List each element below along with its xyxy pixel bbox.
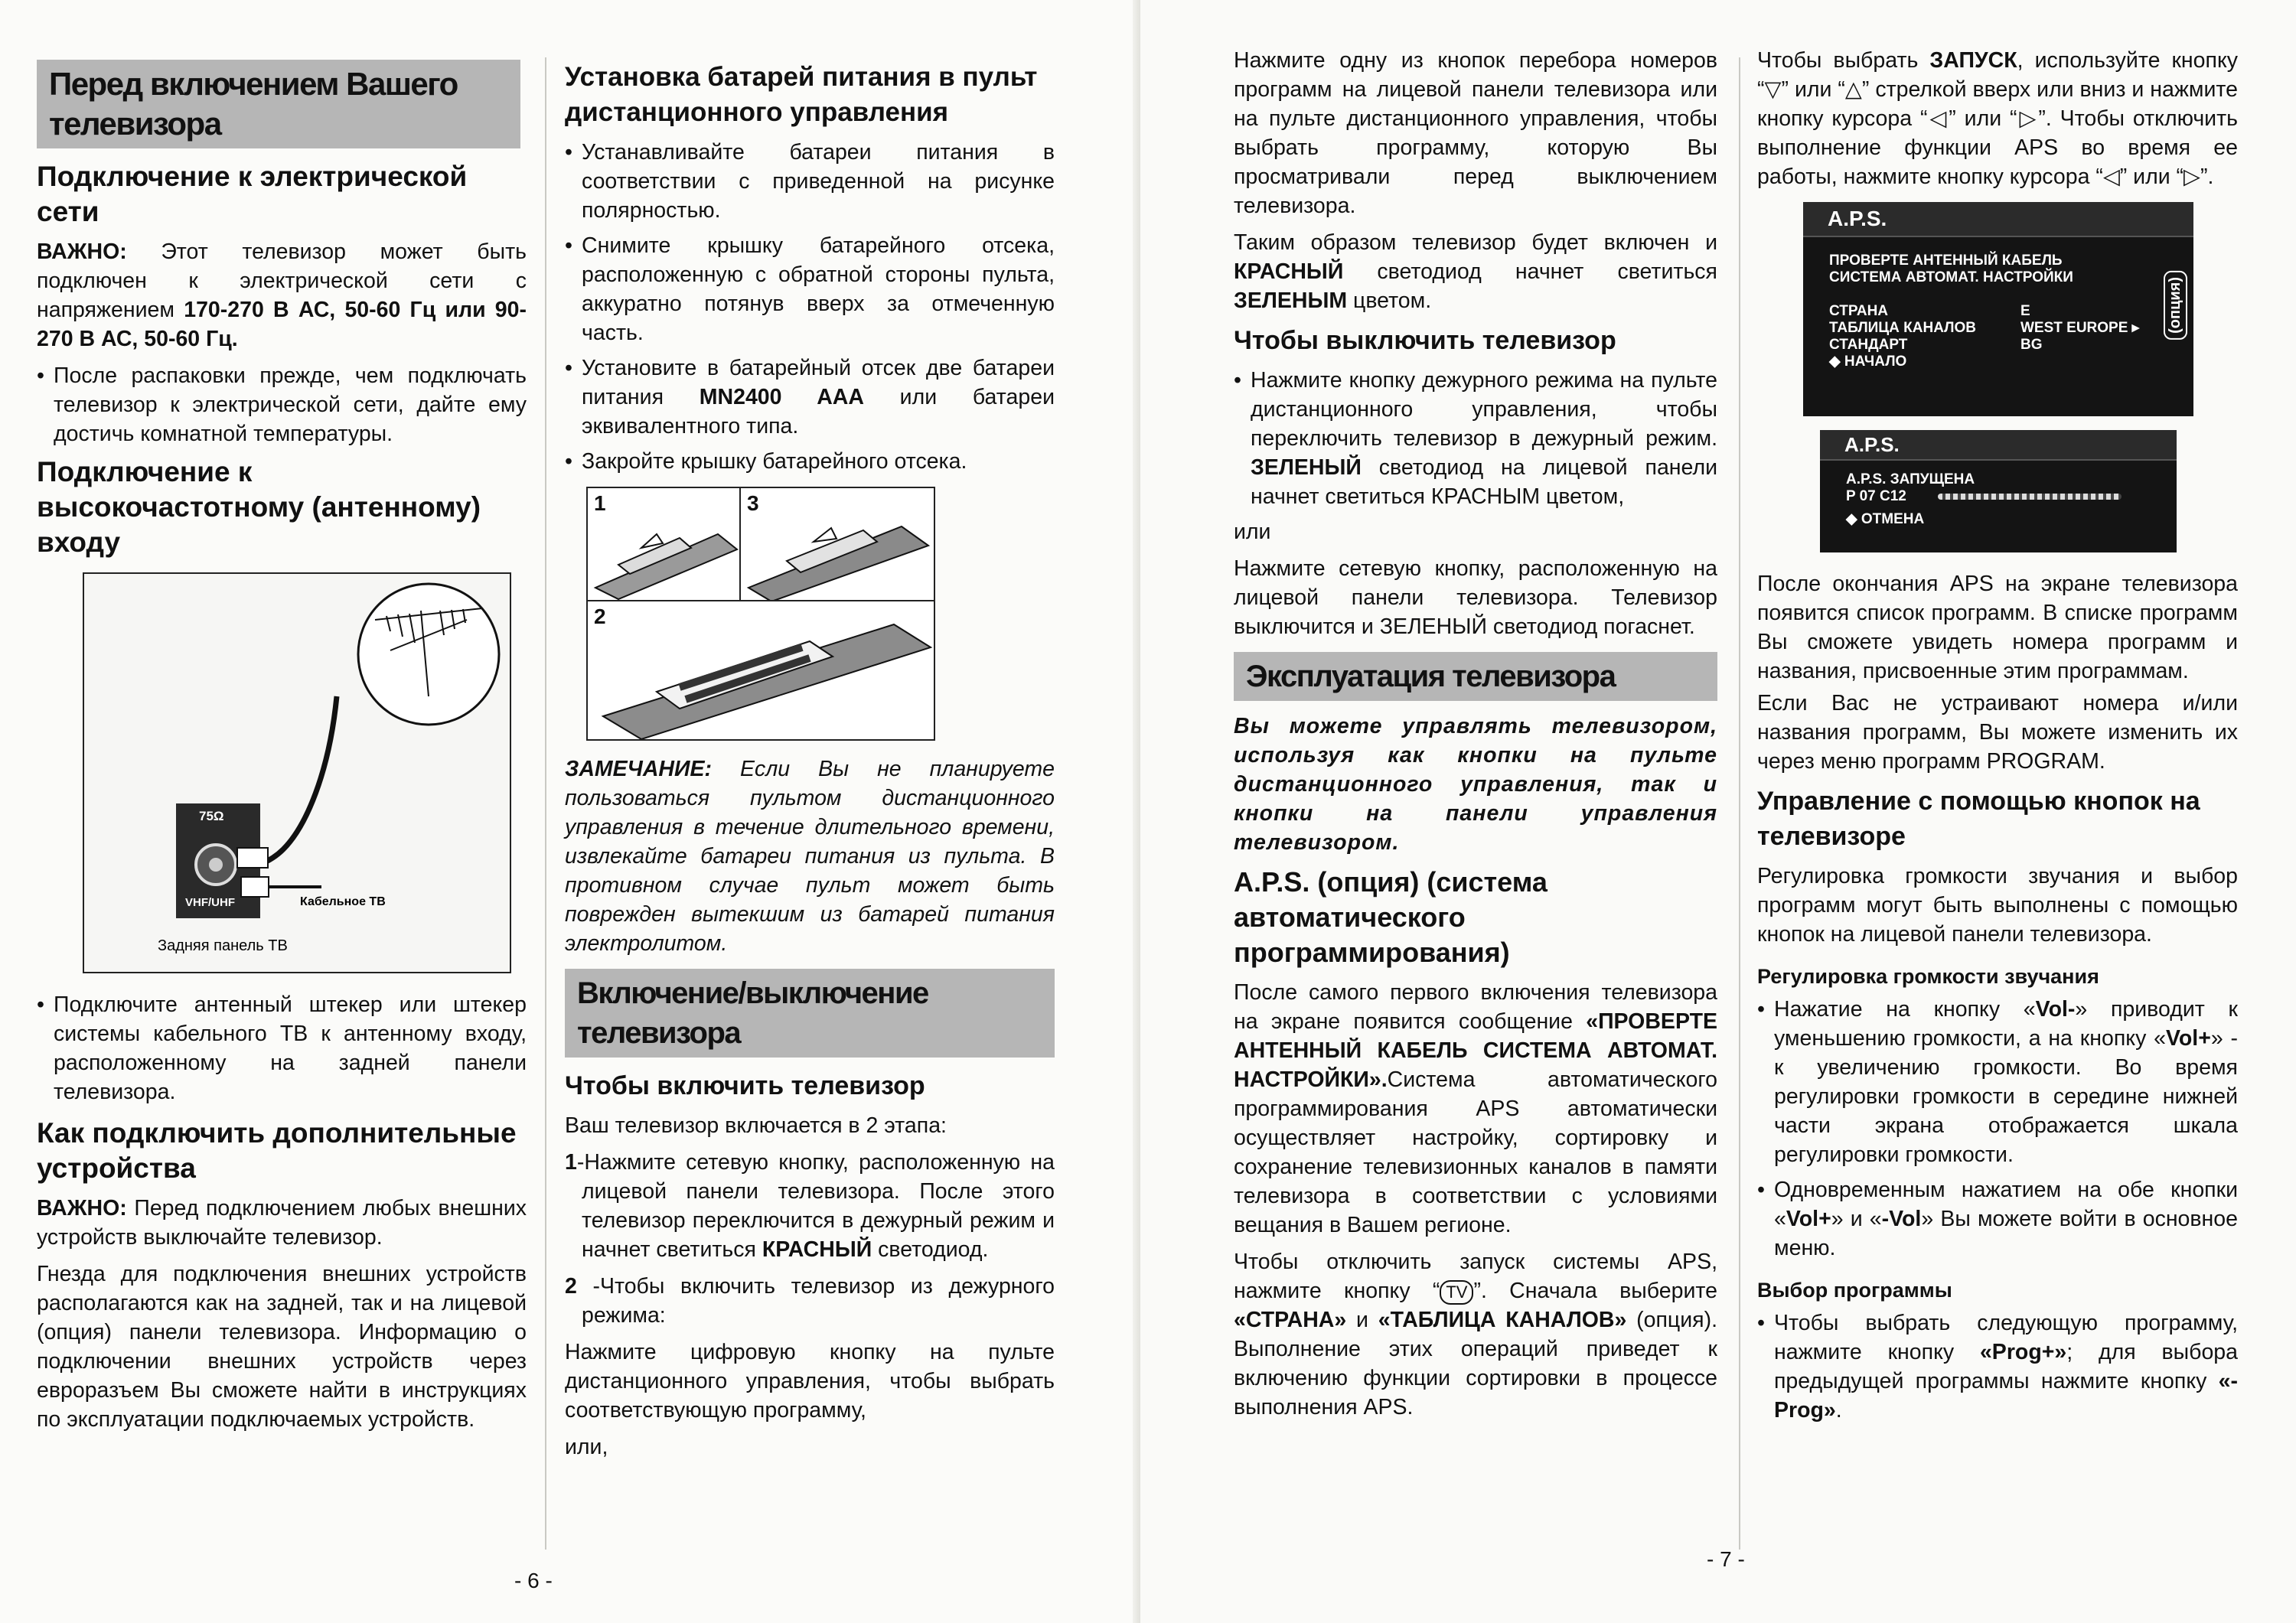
option-tag: (опция) [2164, 271, 2187, 340]
menu-value: WEST EUROPE [2020, 320, 2128, 336]
text: » - к увеличению громкости. Во время регулировки громкости в середине нижней части экрана отображается шкала регулировки громкости. [1774, 1026, 2238, 1167]
menu-label: НАЧАЛО [1844, 354, 1907, 370]
cable-tv-label: Кабельное ТВ [300, 895, 386, 908]
page-number-6: - 6 - [514, 1569, 553, 1592]
menu-label: ТАБЛИЦА КАНАЛОВ [1829, 320, 1977, 336]
menu-row-channel-table[interactable] [1803, 320, 2193, 337]
voltage-spec: 170-270 В АС, 50-60 Гц или 90-270 В АС, 50-60 Гц. [37, 298, 527, 351]
program-channel: P 07 C12 [1846, 488, 1906, 504]
aps-message: «ПРОВЕРТЕ АНТЕННЫЙ КАБЕЛЬ СИСТЕМА АВТОМАТ. НАСТРОЙКИ». [1234, 1009, 1717, 1092]
bullet-insert-batteries: • Установите в батарейный отсек две батареи питания MN2400 AAA или батареи эквивалентного типа. [565, 356, 1055, 438]
ohm-label: 75Ω [199, 809, 224, 823]
battery-step-3 [739, 487, 935, 603]
battery-step-1 [586, 487, 742, 603]
paragraph-devices-important [37, 1194, 527, 1252]
text: ”. Сначала выберите [1473, 1279, 1717, 1303]
bullet-close-cover: • Закройте крышку батарейного отсека. [565, 449, 967, 474]
bullet-text-end: или батареи эквивалентного типа. [582, 385, 1055, 438]
text: Чтобы выбрать [1757, 48, 1930, 73]
text: Система автоматического программирования APS автоматически осуществляет настройку, сортировку и сохранение телевизионных каналов в памяти телевизора в соответствии с условиями вещания в Вашем регионе. [1234, 1067, 1717, 1237]
bullet-text: Снимите крышку батарейного отсека, расположенную с обратной стороны пульта, аккуратно потянув вверх за отмеченную часть. [582, 233, 1055, 345]
text: Таким образом телевизор будет включен и [1234, 230, 1717, 255]
page-number-7: - 7 - [1707, 1547, 1745, 1571]
bullet-volume-adjust: • Нажатие на кнопку «Vol-» приводит к уменьшению громкости, а на кнопку «Vol+» - к увеличению громкости. Во время регулировки громкости в середине нижней части экрана отображается шкала регулировки громкости. [1757, 997, 2238, 1167]
column-divider [545, 57, 546, 1550]
paragraph-program-menu: Если Вас не устраивают номера и/или названия программ, Вы можете изменить их через меню программ PROGRAM. [1757, 691, 2238, 774]
bullet-text: Установите в батарейный отсек две батареи питания [582, 356, 1055, 409]
heading-power-connection: Подключение к электрической сети [37, 161, 468, 227]
heading-volume: Регулировка громкости звучания [1757, 965, 2099, 988]
note-text: Если Вы не планируете пользоваться пультом дистанционного управления в течение длительного времени, извлекайте батареи питания из пульта. В противном случае пульт может быть поврежден вытекшим из батарей питания электролитом. [565, 757, 1055, 956]
text-or: или, [565, 1435, 608, 1459]
text: светодиод начнет светиться [1343, 259, 1717, 284]
aps-running-label: A.P.S. ЗАПУЩЕНА [1846, 471, 1975, 487]
right-column-2 [1757, 46, 2238, 1431]
bullet-battery-polarity: • Устанавливайте батареи питания в соответствии с приведенной на рисунке полярностью. [565, 140, 1055, 223]
menu-value: E [2020, 303, 2030, 319]
antenna-diagram [84, 574, 510, 972]
menu-label: СТРАНА [1829, 303, 1889, 319]
section-banner-operation: Эксплуатация телевизора [1234, 652, 1717, 701]
bullet-program-select: • Чтобы выбрать следующую программу, нажмите кнопку «Prog+»; для выбора предыдущей программы нажмите кнопку «-Prog». [1757, 1311, 2238, 1423]
battery-type: MN2400 AAA [699, 385, 864, 409]
paragraph-power-important [37, 237, 527, 354]
cancel-label: ОТМЕНА [1861, 511, 1925, 527]
step-label-3: 3 [747, 491, 759, 515]
led-green: ЗЕЛЕНЫЙ [1251, 455, 1362, 480]
menu-row-start[interactable] [1803, 354, 2193, 370]
bullet-remove-cover: • Снимите крышку батарейного отсека, расположенную с обратной стороны пульта, аккуратно потянув вверх за отмеченную часть. [565, 233, 1055, 345]
aps-check-line-1: ПРОВЕРТЕ АНТЕННЫЙ КАБЕЛЬ [1829, 253, 2063, 269]
section-banner-before-switch-on: Перед включением Вашего телевизора [37, 60, 520, 148]
aps-running-title: A.P.S. [1820, 430, 2177, 461]
text: » Вы можете войти в основное меню. [1774, 1207, 2238, 1260]
paragraph-devices-sockets: Гнезда для подключения внешних устройств располагаются как на задней, так и на лицевой (опция) панели телевизора. Информацию о подключении внешних устройств через евроразъем Вы сможете найти в инструкциях по эксплуатации подключаемых устройств. [37, 1262, 527, 1432]
menu-row-standard[interactable] [1803, 337, 2193, 354]
bullet-standby: • Нажмите кнопку дежурного режима на пульте дистанционного управления, чтобы переключить телевизор в дежурный режим. ЗЕЛЕНЫЙ светодиод на лицевой панели начнет светиться КРАСНЫМ цветом, [1234, 368, 1717, 509]
step-text-end: светодиод. [872, 1237, 989, 1262]
step-label-1: 1 [594, 491, 606, 515]
prog-plus-key: «Prog+» [1979, 1340, 2067, 1364]
important-text: Этот телевизор может быть подключен к электрической сети с напряжением [37, 240, 527, 322]
bullet-connect-antenna: • Подключите антенный штекер или штекер системы кабельного ТВ к антенному входу, расположенному на задней панели телевизора. [37, 992, 527, 1104]
important-label: ВАЖНО: [37, 1196, 127, 1221]
paragraph-on-intro: Ваш телевизор включается в 2 этапа: [565, 1113, 947, 1138]
cursor-arrow-icon: ◆ [1846, 511, 1861, 527]
text: Одновременным нажатием на обе кнопки « [1774, 1178, 2238, 1231]
led-red: КРАСНЫЙ [1234, 259, 1344, 284]
tv-key-icon: TV [1440, 1280, 1473, 1305]
page-right [1140, 0, 2296, 1623]
vol-minus-key: -Vol [1881, 1207, 1922, 1231]
arrow-right-icon: ▸ [2128, 320, 2140, 336]
heading-battery-install: Установка батарей питания в пульт дистанционного управления [565, 62, 1038, 127]
heading-program-select: Выбор программы [1757, 1279, 1952, 1302]
heading-additional-devices: Как подключить дополнительные устройства [37, 1117, 517, 1184]
step-1 [565, 1148, 1055, 1264]
left-column-1 [37, 46, 527, 1442]
aps-menu-screen [1803, 202, 2193, 416]
text: » и « [1831, 1207, 1882, 1231]
bullet-room-temperature: • После распаковки прежде, чем подключать телевизор к электрической сети, дайте ему достичь комнатной температуры. [37, 363, 527, 446]
paragraph-power-off: Нажмите сетевую кнопку, расположенную на лицевой панели телевизора. Телевизор выключится и ЗЕЛЕНЫЙ светодиод погаснет. [1234, 556, 1717, 639]
aps-progress-bar [1938, 494, 2122, 500]
led-green: ЗЕЛЕНЫМ [1234, 288, 1348, 313]
prog-minus-key: «-Prog» [1774, 1369, 2238, 1423]
paragraph-led-green [1234, 228, 1717, 315]
heading-tv-buttons: Управление с помощью кнопок на телевизоре [1757, 787, 2200, 851]
text: и [1346, 1308, 1378, 1332]
bullet-main-menu: • Одновременным нажатием на обе кнопки «Vol+» и «-Vol» Вы можете войти в основное меню. [1757, 1178, 2238, 1260]
paragraph-digit-button: Нажмите цифровую кнопку на пульте дистанционного управления, чтобы выбрать соответствующую программу, [565, 1340, 1055, 1423]
page-left [0, 0, 1140, 1623]
heading-switch-off: Чтобы выключить телевизор [1234, 326, 1616, 355]
heading-switch-on: Чтобы включить телевизор [565, 1071, 925, 1100]
important-text: Перед подключением любых внешних устройств выключайте телевизор. [37, 1196, 527, 1250]
bullet-text: После распаковки прежде, чем подключать телевизор к электрической сети, дайте ему достичь комнатной температуры. [54, 363, 527, 446]
heading-antenna-input: Подключение к высокочастотному (антенному) входу [37, 456, 481, 558]
step-label-2: 2 [594, 605, 606, 628]
text: (опция). Выполнение этих операций приведет к включению функции сортировки в процессе выполнения APS. [1234, 1308, 1717, 1419]
text: После самого первого включения телевизора на экране появится сообщение [1234, 980, 1717, 1034]
text-or: или [1234, 520, 1271, 544]
paragraph-control-intro: Вы можете управлять телевизором, используя как кнопки на пульте дистанционного управления, так и кнопки на панели управления телевизором. [1234, 714, 1717, 855]
bullet-text: Закройте крышку батарейного отсека. [582, 449, 967, 474]
paragraph-aps-disable [1234, 1247, 1717, 1422]
text: Нажатие на кнопку « [1774, 997, 2036, 1022]
text: . [1835, 1398, 1842, 1423]
country-option: «СТРАНА» [1234, 1308, 1347, 1332]
rear-panel-label: Задняя панель ТВ [158, 937, 288, 954]
note-label: ЗАМЕЧАНИЕ: [565, 757, 712, 781]
section-banner-on-off: Включение/выключение телевизора [565, 969, 1055, 1058]
bullet-text: Устанавливайте батареи питания в соответствии с приведенной на рисунке полярностью. [582, 140, 1055, 223]
menu-row-country[interactable] [1803, 303, 2193, 320]
step-number: 2 [565, 1274, 577, 1299]
paragraph-program-list: После окончания APS на экране телевизора появится список программ. В списке программ Вы сможете увидеть номера программ и названия, присвоенные этим программам. [1757, 572, 2238, 683]
text: Нажмите кнопку дежурного режима на пульте дистанционного управления, чтобы переключить телевизор в дежурный режим. [1251, 368, 1717, 451]
cancel-button[interactable] [1820, 511, 2177, 528]
vhf-uhf-label: VHF/UHF [185, 896, 235, 909]
vol-plus-key: Vol+ [1786, 1207, 1831, 1231]
text: , используйте кнопку “▽” или “△” стрелкой вверх или вниз и нажмите кнопку курсора “◁” или “▷”. Чтобы отключить выполнение функции APS во время ее работы, нажмите кнопку курсора “◁” или “▷”. [1757, 48, 2238, 189]
led-red: КРАСНЫЙ [762, 1237, 872, 1262]
step-number: 1 [565, 1150, 577, 1175]
bullet-text: Подключите антенный штекер или штекер системы кабельного ТВ к антенному входу, расположенному на задней панели телевизора. [54, 992, 527, 1104]
aps-progress-row [1820, 488, 2177, 505]
text: ; для выбора предыдущей программы нажмите кнопку [1774, 1340, 2238, 1393]
right-column-1 [1234, 46, 1717, 1429]
paragraph-prog-buttons: Нажмите одну из кнопок перебора номеров программ на лицевой панели телевизора или на пульте дистанционного управления, чтобы выбрать программу, которую Вы просматривали перед выключением телевизора. [1234, 48, 1717, 218]
aps-menu-title: A.P.S. [1803, 202, 2193, 237]
text: светодиод на лицевой панели начнет светиться КРАСНЫМ цветом, [1251, 455, 1717, 509]
channel-table-option: «ТАБЛИЦА КАНАЛОВ» [1378, 1308, 1627, 1332]
important-label: ВАЖНО: [37, 240, 127, 264]
step-2 [565, 1272, 1055, 1330]
column-divider [1739, 57, 1740, 1550]
paragraph-select-start [1757, 46, 2238, 191]
paragraph-tv-buttons: Регулировка громкости звучания и выбор программ могут быть выполнены с помощью кнопок на лицевой панели телевизора. [1757, 864, 2238, 947]
text: цветом. [1347, 288, 1432, 313]
start-option: ЗАПУСК [1929, 48, 2017, 73]
menu-label: СТАНДАРТ [1829, 337, 1908, 353]
text: Чтобы выбрать следующую программу, нажмите кнопку [1774, 1311, 2238, 1364]
paragraph-aps-message [1234, 978, 1717, 1240]
step-text: -Нажмите сетевую кнопку, расположенную на лицевой панели телевизора. После этого телевизор переключится в дежурный режим и начнет светиться [576, 1150, 1055, 1262]
text: Чтобы отключить запуск системы APS, нажмите кнопку “ [1234, 1250, 1717, 1303]
left-column-2 [565, 46, 1055, 1469]
cursor-arrow-icon: ◆ [1829, 354, 1844, 370]
figure-battery-remote [586, 487, 954, 739]
figure-antenna-connection [83, 572, 511, 973]
note-battery [565, 754, 1055, 958]
vol-minus-key: Vol- [2035, 997, 2076, 1022]
aps-check-line-2: СИСТЕМА АВТОМАТ. НАСТРОЙКИ [1829, 269, 2073, 285]
heading-aps: A.P.S. (опция) (система автоматического программирования) [1234, 866, 1548, 968]
step-text: -Чтобы включить телевизор из дежурного режима: [576, 1274, 1055, 1328]
text: » приводит к уменьшению громкости, а на кнопку « [1774, 997, 2238, 1051]
vol-plus-key: Vol+ [2165, 1026, 2211, 1051]
menu-value: BG [2020, 337, 2043, 353]
aps-running-screen [1820, 430, 2177, 552]
battery-step-2 [586, 600, 935, 741]
